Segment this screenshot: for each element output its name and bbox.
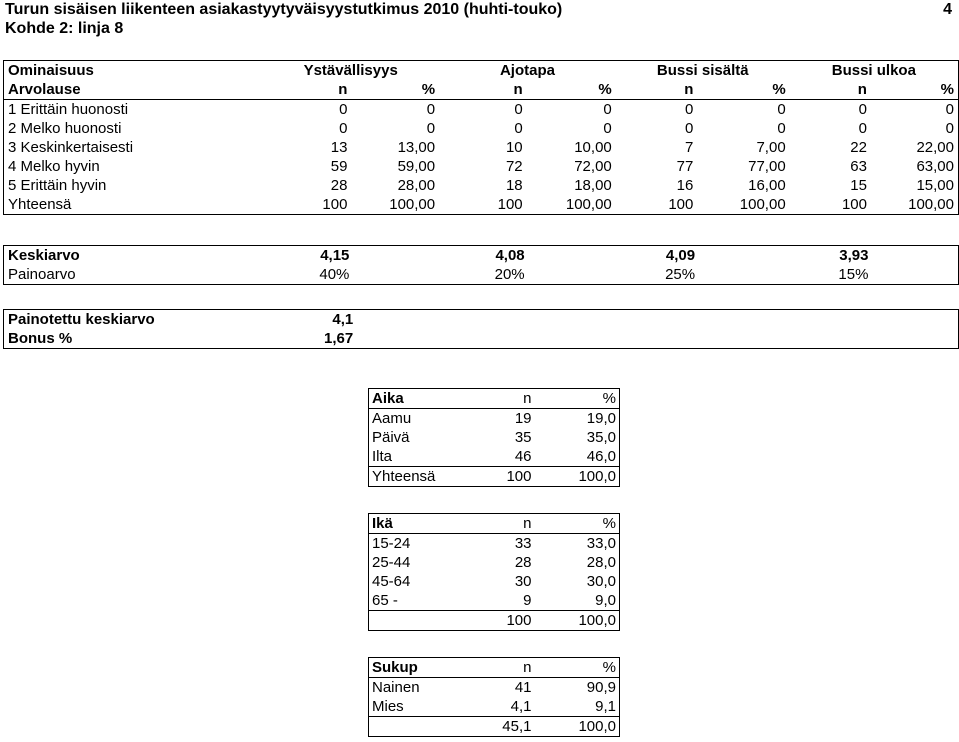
table-row bbox=[369, 428, 620, 447]
table-cell: 0 bbox=[514, 101, 523, 118]
table-cell: 4,09 bbox=[665, 247, 696, 264]
column-header: n bbox=[480, 389, 535, 409]
weighted-average-table bbox=[3, 309, 959, 349]
table-cell: 25% bbox=[665, 266, 696, 283]
table-header-row bbox=[4, 61, 959, 81]
table-row bbox=[4, 138, 959, 157]
table-cell: 0 bbox=[685, 120, 694, 137]
column-header: Ominaisuus bbox=[8, 62, 94, 79]
row-label: Aamu bbox=[372, 410, 412, 427]
row-label: Painoarvo bbox=[8, 266, 76, 283]
row-label: Bonus % bbox=[8, 330, 73, 347]
row-label: Mies bbox=[372, 698, 404, 715]
table-cell: 100 bbox=[668, 196, 694, 213]
column-header: n bbox=[790, 80, 871, 100]
table-row bbox=[369, 678, 620, 698]
table-row bbox=[369, 553, 620, 572]
row-label: 15-24 bbox=[372, 535, 411, 552]
table-subheader-row bbox=[4, 80, 959, 100]
row-label: Nainen bbox=[372, 679, 420, 696]
column-header: % bbox=[527, 80, 616, 100]
table-cell: 0 bbox=[339, 101, 348, 118]
table-row bbox=[369, 409, 620, 429]
table-cell: 0 bbox=[945, 120, 954, 137]
table-cell: 30 bbox=[514, 573, 532, 590]
table-row bbox=[369, 591, 620, 611]
column-header: Aika bbox=[369, 389, 480, 409]
table-cell: 46 bbox=[514, 448, 532, 465]
average-row bbox=[4, 246, 959, 266]
column-header: n bbox=[262, 80, 351, 100]
weighted-average-row bbox=[4, 310, 959, 330]
table-cell: 20% bbox=[494, 266, 525, 283]
table-cell: 9 bbox=[523, 592, 532, 609]
table-cell: 35,0 bbox=[586, 429, 616, 446]
table-cell: 13 bbox=[330, 139, 348, 156]
table-row bbox=[4, 119, 959, 138]
table-cell: 0 bbox=[514, 120, 523, 137]
table-total-row bbox=[369, 611, 620, 631]
table-cell: 15% bbox=[838, 266, 869, 283]
table-cell: 18,00 bbox=[574, 177, 612, 194]
row-label: 2 Melko huonosti bbox=[8, 120, 122, 137]
table-row bbox=[4, 100, 959, 120]
age-table bbox=[368, 513, 620, 631]
column-header: Bussi ulkoa bbox=[831, 62, 916, 79]
table-cell: 90,9 bbox=[586, 679, 616, 696]
column-header: n bbox=[480, 514, 535, 534]
column-header: Bussi sisältä bbox=[656, 62, 749, 79]
table-cell: 100,00 bbox=[908, 196, 954, 213]
row-label: Ilta bbox=[372, 448, 393, 465]
table-cell: 45,1 bbox=[480, 717, 535, 737]
table-cell: 9,0 bbox=[595, 592, 616, 609]
table-cell: 0 bbox=[945, 101, 954, 118]
table-cell: 72,00 bbox=[574, 158, 612, 175]
table-cell: 77 bbox=[676, 158, 694, 175]
table-cell: 100 bbox=[480, 467, 535, 487]
bonus-row bbox=[4, 329, 959, 349]
table-cell: 15,00 bbox=[916, 177, 954, 194]
row-label bbox=[369, 611, 480, 631]
table-cell: 30,0 bbox=[586, 573, 616, 590]
table-cell: 4,1 bbox=[332, 311, 354, 328]
table-cell: 46,0 bbox=[586, 448, 616, 465]
table-cell: 28 bbox=[330, 177, 348, 194]
table-cell: 100,00 bbox=[565, 196, 612, 213]
row-label: Yhteensä bbox=[8, 196, 72, 213]
row-label: 65 - bbox=[372, 592, 398, 609]
table-cell: 100 bbox=[497, 196, 523, 213]
table-cell: 0 bbox=[603, 120, 612, 137]
table-header-row bbox=[369, 514, 620, 534]
document-subtitle: Kohde 2: linja 8 bbox=[5, 20, 124, 37]
row-label: Painotettu keskiarvo bbox=[8, 311, 155, 328]
table-cell: 1,67 bbox=[324, 330, 354, 347]
table-cell: 28,0 bbox=[586, 554, 616, 571]
column-header: n bbox=[439, 80, 527, 100]
column-header: Ajotapa bbox=[499, 62, 555, 79]
table-cell: 4,1 bbox=[510, 698, 532, 715]
column-header: Ikä bbox=[369, 514, 480, 534]
table-cell: 63,00 bbox=[916, 158, 954, 175]
table-total-row bbox=[4, 195, 959, 215]
table-cell: 33 bbox=[514, 535, 532, 552]
column-header: n bbox=[616, 80, 698, 100]
table-cell: 63 bbox=[850, 158, 867, 175]
table-cell: 0 bbox=[603, 101, 612, 118]
table-cell: 9,1 bbox=[595, 698, 616, 715]
table-row bbox=[369, 534, 620, 554]
table-cell: 100 bbox=[322, 196, 348, 213]
table-cell: 0 bbox=[777, 101, 786, 118]
gender-table bbox=[368, 657, 620, 737]
table-header-row bbox=[369, 389, 620, 409]
average-table bbox=[3, 245, 959, 285]
table-cell: 10,00 bbox=[574, 139, 612, 156]
column-header: Sukup bbox=[369, 658, 480, 678]
table-cell: 0 bbox=[777, 120, 786, 137]
row-label: 4 Melko hyvin bbox=[8, 158, 100, 175]
table-cell: 0 bbox=[426, 101, 436, 118]
column-header: % bbox=[535, 658, 620, 678]
column-header: % bbox=[535, 514, 620, 534]
table-cell: 22 bbox=[850, 139, 867, 156]
column-header: Arvolause bbox=[4, 80, 263, 100]
table-total-row bbox=[369, 467, 620, 487]
row-label: 25-44 bbox=[372, 554, 411, 571]
table-cell: 35 bbox=[514, 429, 532, 446]
table-cell: 19 bbox=[514, 410, 532, 427]
table-cell: 7 bbox=[685, 139, 694, 156]
table-cell: 100,00 bbox=[739, 196, 786, 213]
table-total-row bbox=[369, 717, 620, 737]
column-header: % bbox=[535, 389, 620, 409]
table-cell: 18 bbox=[505, 177, 523, 194]
time-table bbox=[368, 388, 620, 487]
table-cell: 4,08 bbox=[495, 247, 525, 264]
table-row bbox=[369, 572, 620, 591]
table-cell: 10 bbox=[505, 139, 523, 156]
table-cell: 41 bbox=[514, 679, 532, 696]
table-cell: 33,0 bbox=[586, 535, 616, 552]
page-number: 4 bbox=[943, 1, 952, 18]
table-row bbox=[4, 157, 959, 176]
table-cell: 4,15 bbox=[320, 247, 350, 264]
table-cell: 59,00 bbox=[397, 158, 436, 175]
table-cell: 77,00 bbox=[748, 158, 786, 175]
table-cell: 100 bbox=[841, 196, 867, 213]
table-cell: 22,00 bbox=[916, 139, 954, 156]
row-label: Keskiarvo bbox=[8, 247, 80, 264]
column-header: Ystävällisyys bbox=[303, 62, 398, 79]
column-header: % bbox=[351, 80, 439, 100]
row-label bbox=[369, 717, 480, 737]
table-header-row bbox=[369, 658, 620, 678]
table-cell: 100,00 bbox=[389, 196, 436, 213]
table-cell: 72 bbox=[505, 158, 523, 175]
table-cell: 16,00 bbox=[748, 177, 786, 194]
table-cell: 28 bbox=[514, 554, 532, 571]
table-cell: 0 bbox=[339, 120, 348, 137]
column-header: n bbox=[480, 658, 535, 678]
table-row bbox=[4, 176, 959, 195]
table-cell: 59 bbox=[330, 158, 348, 175]
column-header: % bbox=[697, 80, 789, 100]
column-header: % bbox=[871, 80, 959, 100]
row-label: Yhteensä bbox=[369, 467, 480, 487]
table-cell: 0 bbox=[858, 101, 867, 118]
document-title: Turun sisäisen liikenteen asiakastyytyväisyystutkimus 2010 (huhti-touko) bbox=[5, 1, 563, 18]
table-cell: 100,0 bbox=[535, 467, 620, 487]
weight-row bbox=[4, 265, 959, 285]
row-label: 1 Erittäin huonosti bbox=[8, 101, 129, 118]
table-cell: 0 bbox=[858, 120, 867, 137]
row-label: 45-64 bbox=[372, 573, 411, 590]
table-cell: 40% bbox=[319, 266, 350, 283]
row-label: Päivä bbox=[372, 429, 410, 446]
table-row bbox=[369, 447, 620, 467]
table-cell: 0 bbox=[685, 101, 694, 118]
table-cell: 3,93 bbox=[839, 247, 869, 264]
table-cell: 19,0 bbox=[586, 410, 616, 427]
table-cell: 100 bbox=[480, 611, 535, 631]
table-cell: 7,00 bbox=[756, 139, 786, 156]
table-row bbox=[369, 697, 620, 717]
table-cell: 100,0 bbox=[535, 611, 620, 631]
table-cell: 13,00 bbox=[397, 139, 436, 156]
table-cell: 16 bbox=[676, 177, 694, 194]
row-label: 5 Erittäin hyvin bbox=[8, 177, 107, 194]
row-label: 3 Keskinkertaisesti bbox=[8, 139, 134, 156]
table-cell: 15 bbox=[850, 177, 867, 194]
satisfaction-table bbox=[3, 60, 959, 215]
table-cell: 0 bbox=[426, 120, 436, 137]
table-cell: 100,0 bbox=[535, 717, 620, 737]
table-cell: 28,00 bbox=[397, 177, 436, 194]
